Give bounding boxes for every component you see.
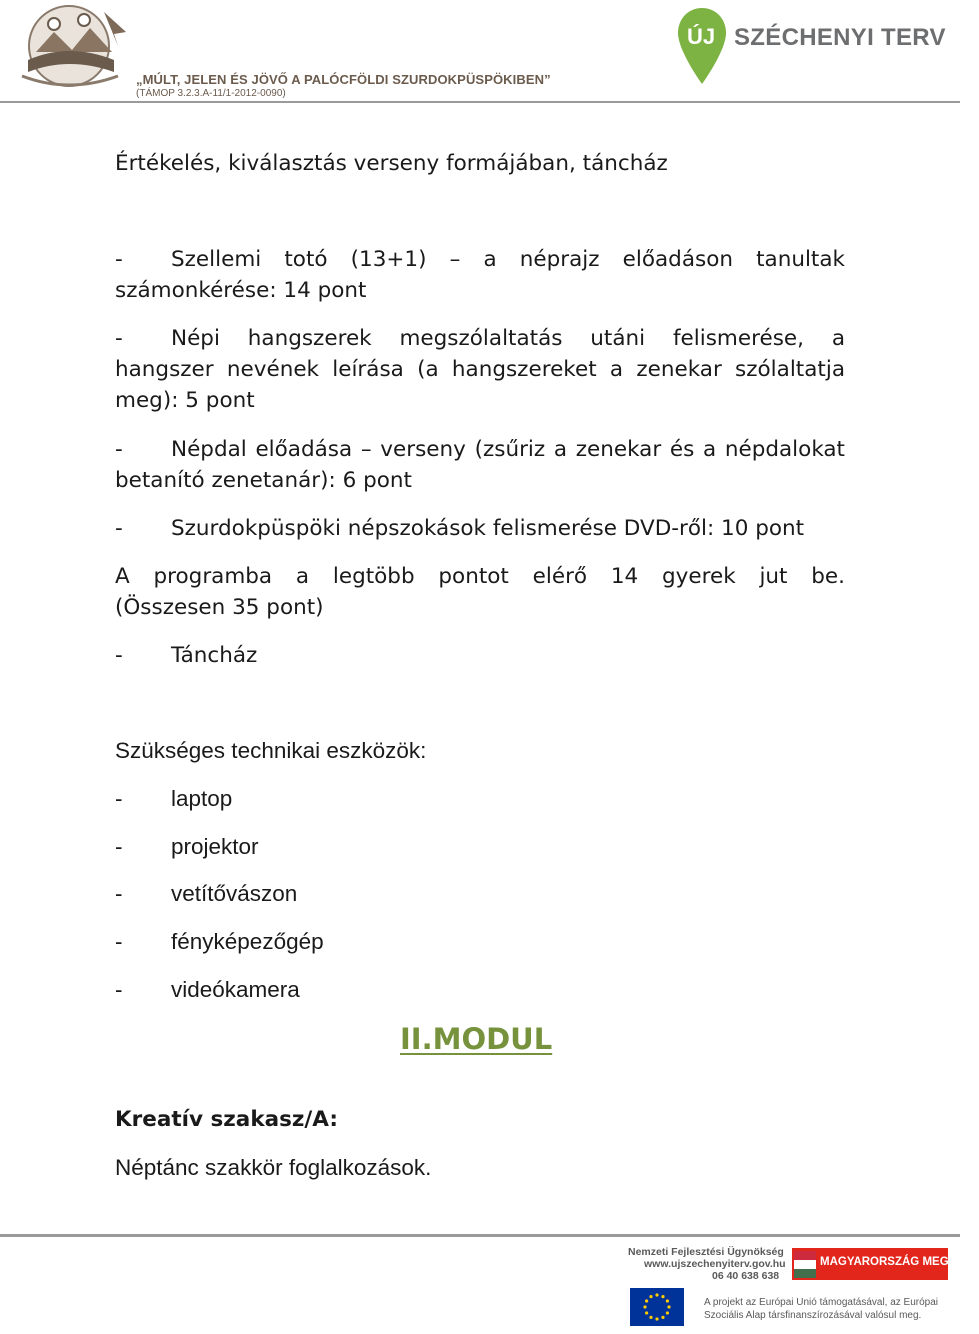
project-logo bbox=[8, 2, 568, 100]
eu-support-line-1: A projekt az Európai Unió támogatásával, az Európai bbox=[704, 1297, 939, 1308]
footer-divider bbox=[0, 1234, 960, 1237]
bullet-dash: - bbox=[115, 643, 123, 668]
bullet-dash: - bbox=[115, 834, 123, 859]
agency-url: www.ujszechenyiterv.gov.hu bbox=[644, 1258, 786, 1270]
tools-heading: Szükséges technikai eszközök: bbox=[115, 738, 427, 763]
list-item-dancehouse bbox=[115, 640, 845, 671]
header-divider bbox=[0, 101, 960, 103]
tool-item bbox=[115, 974, 845, 1005]
tool-item bbox=[115, 783, 845, 814]
list-item-text: Szellemi totó (13+1) – a néprajz előadáson tanultak számonkérése: 14 pont bbox=[115, 247, 845, 303]
eu-support-line-2: Szociális Alap társfinanszírozásával valósul meg. bbox=[704, 1310, 922, 1321]
bullet-dash: - bbox=[115, 929, 123, 954]
tool-item-text: fényképezőgép bbox=[171, 929, 324, 954]
bullet-dash: - bbox=[115, 247, 123, 272]
list-item-quiz bbox=[115, 244, 845, 306]
bullet-dash: - bbox=[115, 437, 123, 462]
eu-flag-icon bbox=[630, 1288, 684, 1326]
list-item-folksong bbox=[115, 434, 845, 496]
summary-line-2: (Összesen 35 pont) bbox=[115, 595, 324, 620]
bullet-dash: - bbox=[115, 977, 123, 1002]
magyarorszag-megujul-badge bbox=[792, 1248, 979, 1280]
list-item-text: Szurdokpüspöki népszokások felismerése DVD-ről: 10 pont bbox=[171, 516, 805, 541]
list-item-customs bbox=[115, 513, 845, 544]
bullet-dash: - bbox=[115, 881, 123, 906]
project-title: „MÚLT, JELEN ÉS JÖVŐ A PALÓCFÖLDI SZURDOKPÜSPÖKIBEN” bbox=[136, 72, 551, 87]
eu-support-text bbox=[704, 1296, 938, 1322]
summary-line-1: A programba a legtöbb pontot elérő 14 gyerek jut be. bbox=[115, 564, 845, 589]
bullet-dash: - bbox=[115, 326, 123, 351]
badge-text: MAGYARORSZÁG MEGÚJUL bbox=[820, 1256, 979, 1268]
section-text: Néptánc szakkör foglalkozások. bbox=[115, 1155, 432, 1180]
szechenyi-terv-logo bbox=[676, 6, 946, 86]
tool-item-text: vetítővászon bbox=[171, 881, 298, 906]
evaluation-heading: Értékelés, kiválasztás verseny formájában, táncház bbox=[115, 151, 668, 176]
list-item-text: Népi hangszerek megszólaltatás utáni felismerése, a hangszer nevének leírása (a hangszereket a zenekar szólaltatja meg): 5 pont bbox=[115, 326, 845, 413]
tool-item-text: laptop bbox=[171, 786, 233, 811]
project-code: (TÁMOP 3.2.3.A-11/1-2012-0090) bbox=[136, 88, 286, 99]
list-item-text: Táncház bbox=[171, 643, 258, 668]
tool-item-text: projektor bbox=[171, 834, 259, 859]
list-item-text: Népdal előadása – verseny (zsűriz a zenekar és a népdalokat betanító zenetanár): 6 pont bbox=[115, 437, 845, 493]
village-emblem-icon bbox=[14, 2, 144, 92]
section-title: Kreatív szakasz/A: bbox=[115, 1107, 338, 1132]
tool-item bbox=[115, 831, 845, 862]
page-footer bbox=[600, 1240, 979, 1334]
agency-phone: 06 40 638 638 bbox=[712, 1270, 780, 1282]
bullet-dash: - bbox=[115, 516, 123, 541]
module-title: II.MODUL bbox=[400, 1022, 553, 1056]
szechenyi-brand-text: SZÉCHENYI TERV bbox=[734, 24, 946, 51]
bullet-dash: - bbox=[115, 786, 123, 811]
agency-name: Nemzeti Fejlesztési Ügynökség bbox=[628, 1246, 784, 1258]
tool-item-text: videókamera bbox=[171, 977, 300, 1002]
uj-badge-text: ÚJ bbox=[686, 24, 716, 49]
page-header bbox=[0, 0, 960, 104]
list-item-instruments bbox=[115, 323, 845, 416]
tool-item bbox=[115, 878, 845, 909]
tool-item bbox=[115, 926, 845, 957]
